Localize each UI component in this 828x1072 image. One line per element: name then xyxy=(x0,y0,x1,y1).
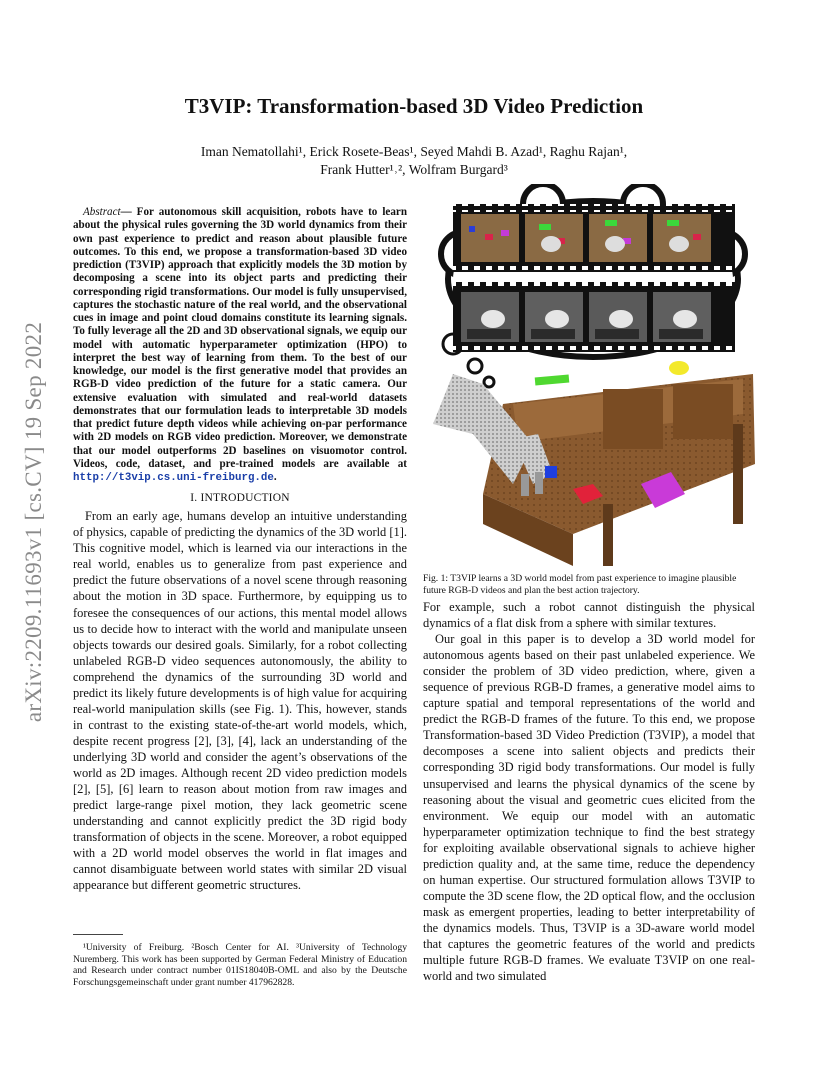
right-paragraph-1: For example, such a robot cannot distinguish the physical dynamics of a flat disk from a sphere with similar textures. xyxy=(423,600,755,631)
footnote-divider xyxy=(73,934,123,935)
paper-title: T3VIP: Transformation-based 3D Video Prediction xyxy=(184,94,644,118)
arxiv-identifier-stamp xyxy=(22,296,46,748)
table-scene xyxy=(483,361,755,566)
section-heading-introduction: I. INTRODUCTION xyxy=(190,492,290,505)
author-list xyxy=(73,143,755,179)
affiliation-footnote: ¹University of Freiburg. ²Bosch Center for AI. ³University of Technology Nuremberg. This work has been supported by German Federal Ministry of Education and Research under contract number 01IS18040B-OML and also by the Deutsche Forschungsgemeinschaft under grant number 417962828. xyxy=(73,942,407,988)
figure-1-illustration xyxy=(423,184,755,566)
thought-bubble-smaller xyxy=(468,359,482,373)
abstract-end: . xyxy=(273,471,277,483)
authors-line-1: Iman Nematollahi¹, Erick Rosete-Beas¹, Seyed Mahdi B. Azad¹, Raghu Rajan¹, xyxy=(200,144,628,159)
figure-1-caption: Fig. 1: T3VIP learns a 3D world model from past experience to imagine plausible future RGB-D videos and plan the best action trajectory. xyxy=(423,573,737,596)
authors-line-2: Frank Hutter¹˒², Wolfram Burgard³ xyxy=(320,162,508,177)
abstract xyxy=(73,206,407,485)
project-url-link[interactable]: http://t3vip.cs.uni-freiburg.de xyxy=(73,472,274,484)
robot-thought-bubble-illustration xyxy=(423,184,755,566)
abstract-text: — For autonomous skill acquisition, robots have to learn about the physical rules governing the 3D world dynamics from their own past experience to predict and reason about plausible future outcomes. To this end, we propose a transformation-based 3D video prediction (T3VIP) approach that explicitly models the 3D motion by decomposing a scene into its object parts and predicting their corresponding rigid transformations. Our model is fully unsupervised, captures the stochastic nature of the real world, and the observational cues in image and point cloud domains constitute its learning signals. To fully leverage all the 2D and 3D observational signals, we equip our model with automatic hyperparameter optimization (HPO) to interpret the best way of learning from them. To the best of our knowledge, our model is the first generative model that provides an RGB-D video prediction of the future for a static camera. Our extensive evaluation with simulated and real-world datasets demonstrates that our formulation leads to interpretable 3D models that predict future depth videos while achieving on-par performance with 2D models on RGB video prediction. Moreover, we demonstrate that our model outperforms 2D baselines on visuomotor control. Videos, code, dataset, and pre-trained models are available at xyxy=(73,206,407,470)
depth-film-strip xyxy=(453,282,735,352)
thought-bubble-smallest xyxy=(484,377,494,387)
abstract-label: Abstract xyxy=(83,206,121,218)
right-column-text xyxy=(423,599,755,984)
intro-paragraph: From an early age, humans develop an intuitive understanding of physics, capable of predicting the dynamics of the 3D world [1]. This cognitive model, which is learned via our interactions in the real world, enables us to generalize from past experience and predict the future observations of a novel scene through reasoning about the motion in 3D space. Furthermore, by equipping us to foresee the consequences of our actions, this mental model allows us to decide how to interact with the world and manipulate unseen objects towards our desired goals. Similarly, for a robot collecting unlabeled RGB-D video sequences autonomously, the ability to comprehend the dynamics of the surrounding 3D world and predict its likely future developments is of high value for acquiring real-world manipulation skills (see Fig. 1). This, however, stands in contrast to the existing state-of-the-art world models, which, despite recent progress [2], [3], [4], lack an understanding of the underlying 3D world and consider the agent’s observations of the world as 2D images. Although recent 2D video prediction models [2], [5], [6] learn to reason about motion from raw images and predict large-range pixel motion, they lack geometric scene understanding and cannot explicitly predict the 3D rigid body transformation of objects in the scene. Moreover, a robot equipped with a 2D world model observes the world in flat images and cannot disambiguate between world states with similar 2D visual appearance but different geometric structures. xyxy=(73,509,407,893)
rgb-film-strip xyxy=(453,204,735,272)
arxiv-id-text: arXiv:2209.11693v1 [cs.CV] 19 Sep 2022 xyxy=(21,321,46,723)
left-column xyxy=(73,206,407,893)
blue-block xyxy=(545,466,557,478)
right-paragraph-2: Our goal in this paper is to develop a 3D world model for autonomous agents based on their past unlabeled experience. We consider the problem of 3D video prediction, where, given a sequence of previous RGB-D frames, a generative model aims to capture spatial and temporal representations of the world and predict the RGB-D frames of the future. To this end, we propose Transformation-based 3D Video Prediction (T3VIP), a model that decomposes a scene into salient objects and predicts their corresponding 3D rigid body transformations. Our model is fully unsupervised and learns the physical dynamics of the scene by reasoning about the visual and geometric cues elicited from the environment. We equip our model with an automatic hyperparameter optimization technique to find the best strategy for exploiting available observational signals to achieve higher prediction quality and, at the same time, reduce the dependency on human expertise. Our structured formulation allows T3VIP to compute the 3D scene flow, the 2D optical flow, and the occlusion mask as emergent properties, leading to better interpretability of the dynamics models. Thus, T3VIP is a 3D-aware world model that captures the geometric features of the world and predicts multiple future RGB-D frames. We evaluate T3VIP on one real-world and two simulated xyxy=(423,632,755,984)
